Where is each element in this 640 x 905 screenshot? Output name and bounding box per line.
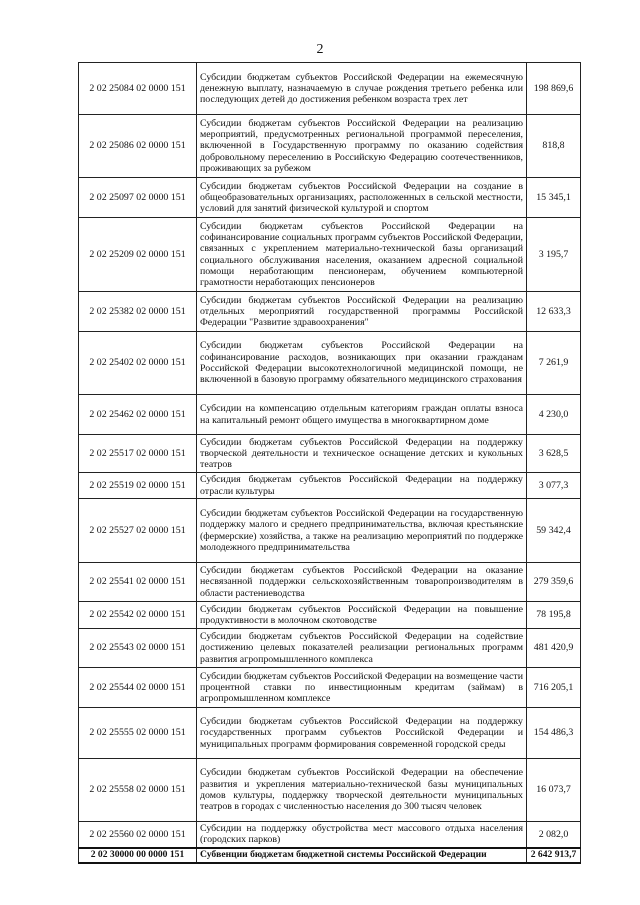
table-row	[79, 822, 581, 848]
amount-cell: 78 195,8	[527, 602, 581, 629]
table-row	[79, 759, 581, 822]
description-cell: Субсидии бюджетам субъектов Российской Федерации на обеспечение развития и укрепления материально-технической базы муниципальных домов культуры, поддержку творческой деятельности муниципальных театров в городах с численностью населения до 300 тысяч человек	[197, 759, 527, 822]
amount-cell: 7 261,9	[527, 332, 581, 395]
table-row	[79, 395, 581, 435]
budget-code-cell: 2 02 25209 02 0000 151	[79, 218, 197, 292]
budget-code-cell: 2 02 25402 02 0000 151	[79, 332, 197, 395]
budget-code-cell: 2 02 25544 02 0000 151	[79, 668, 197, 708]
table-row	[79, 708, 581, 759]
budget-code-cell: 2 02 25382 02 0000 151	[79, 292, 197, 332]
total-description-cell: Субвенции бюджетам бюджетной системы Российской Федерации	[197, 848, 527, 863]
total-code-cell: 2 02 30000 00 0000 151	[79, 848, 197, 863]
description-cell: Субсидии бюджетам субъектов Российской Федерации на оказание несвязанной поддержки сельскохозяйственным товаропроизводителям в области растениеводства	[197, 563, 527, 602]
table-row	[79, 473, 581, 499]
description-cell: Субсидии бюджетам субъектов Российской Федерации на ежемесячную денежную выплату, назначаемую в случае рождения третьего ребенка или последующих детей до достижения ребенком возраста трех лет	[197, 63, 527, 115]
description-cell: Субсидии бюджетам субъектов Российской Федерации на реализацию отдельных мероприятий государственной программы Российской Федерации "Развитие здравоохранения"	[197, 292, 527, 332]
description-cell: Субсидия бюджетам субъектов Российской Федерации на поддержку отрасли культуры	[197, 473, 527, 499]
amount-cell: 15 345,1	[527, 178, 581, 218]
total-row	[79, 848, 581, 863]
table-row	[79, 63, 581, 115]
budget-code-cell: 2 02 25517 02 0000 151	[79, 435, 197, 473]
page-number: 2	[316, 42, 324, 57]
description-cell: Субсидии бюджетам субъектов Российской Федерации на реализацию мероприятий, предусмотренных региональной программой переселения, включенной в Государственную программу по оказанию содействия добровольному переселению в Российскую Федерацию соотечественников, проживающих за рубежом	[197, 115, 527, 178]
amount-cell: 4 230,0	[527, 395, 581, 435]
budget-code-cell: 2 02 25541 02 0000 151	[79, 563, 197, 602]
amount-cell: 12 633,3	[527, 292, 581, 332]
budget-code-cell: 2 02 25084 02 0000 151	[79, 63, 197, 115]
table-row	[79, 332, 581, 395]
budget-code-cell: 2 02 25560 02 0000 151	[79, 822, 197, 848]
table-row	[79, 629, 581, 668]
budget-code-cell: 2 02 25527 02 0000 151	[79, 499, 197, 563]
budget-code-cell: 2 02 25519 02 0000 151	[79, 473, 197, 499]
budget-code-cell: 2 02 25542 02 0000 151	[79, 602, 197, 629]
budget-code-cell: 2 02 25555 02 0000 151	[79, 708, 197, 759]
amount-cell: 3 628,5	[527, 435, 581, 473]
amount-cell: 279 359,6	[527, 563, 581, 602]
description-cell: Субсидии бюджетам субъектов Российской Федерации на софинансирование социальных программ субъектов Российской Федерации, связанных с укреплением материально-технической базы организаций социального обслуживания населения, оказанием адресной социальной помощи неработающим пенсионерам, обучением компьютерной грамотности неработающих пенсионеров	[197, 218, 527, 292]
amount-cell: 59 342,4	[527, 499, 581, 563]
table-row	[79, 292, 581, 332]
amount-cell: 716 205,1	[527, 668, 581, 708]
amount-cell: 481 420,9	[527, 629, 581, 668]
description-cell: Субсидии бюджетам субъектов Российской Федерации на поддержку государственных программ субъектов Российской Федерации и муниципальных программ формирования современной городской среды	[197, 708, 527, 759]
table-row	[79, 178, 581, 218]
budget-code-cell: 2 02 25462 02 0000 151	[79, 395, 197, 435]
description-cell: Субсидии бюджетам субъектов Российской Федерации на повышение продуктивности в молочном скотоводстве	[197, 602, 527, 629]
amount-cell: 16 073,7	[527, 759, 581, 822]
description-cell: Субсидии на компенсацию отдельным категориям граждан оплаты взноса на капитальный ремонт общего имущества в многоквартирном доме	[197, 395, 527, 435]
table-row	[79, 602, 581, 629]
description-cell: Субсидии бюджетам субъектов Российской Федерации на поддержку творческой деятельности и техническое оснащение детских и кукольных театров	[197, 435, 527, 473]
description-cell: Субсидии бюджетам субъектов Российской Федерации на создание в общеобразовательных организациях, расположенных в сельской местности, условий для занятий физической культурой и спортом	[197, 178, 527, 218]
description-cell: Субсидии бюджетам субъектов Российской Федерации на государственную поддержку малого и среднего предпринимательства, включая крестьянские (фермерские) хозяйства, а также на реализацию мероприятий по поддержке молодежного предпринимательства	[197, 499, 527, 563]
amount-cell: 818,8	[527, 115, 581, 178]
description-cell: Субсидии бюджетам субъектов Российской Федерации на софинансирование расходов, возникающих при оказании гражданам Российской Федерации высокотехнологичной медицинской помощи, не включенной в базовую программу обязательного медицинского страхования	[197, 332, 527, 395]
amount-cell: 154 486,3	[527, 708, 581, 759]
table-row	[79, 499, 581, 563]
amount-cell: 2 082,0	[527, 822, 581, 848]
description-cell: Субсидии на поддержку обустройства мест массового отдыха населения (городских парков)	[197, 822, 527, 848]
budget-table	[78, 62, 581, 864]
table-row	[79, 563, 581, 602]
amount-cell: 3 195,7	[527, 218, 581, 292]
table-row	[79, 435, 581, 473]
table-row	[79, 115, 581, 178]
description-cell: Субсидии бюджетам субъектов Российской Федерации на возмещение части процентной ставки по инвестиционным кредитам (займам) в агропромышленном комплексе	[197, 668, 527, 708]
budget-code-cell: 2 02 25086 02 0000 151	[79, 115, 197, 178]
total-amount-cell: 2 642 913,7	[527, 848, 581, 863]
budget-code-cell: 2 02 25097 02 0000 151	[79, 178, 197, 218]
table-row	[79, 668, 581, 708]
budget-code-cell: 2 02 25558 02 0000 151	[79, 759, 197, 822]
table-row	[79, 218, 581, 292]
amount-cell: 198 869,6	[527, 63, 581, 115]
amount-cell: 3 077,3	[527, 473, 581, 499]
description-cell: Субсидии бюджетам субъектов Российской Федерации на содействие достижению целевых показателей реализации региональных программ развития агропромышленного комплекса	[197, 629, 527, 668]
budget-code-cell: 2 02 25543 02 0000 151	[79, 629, 197, 668]
